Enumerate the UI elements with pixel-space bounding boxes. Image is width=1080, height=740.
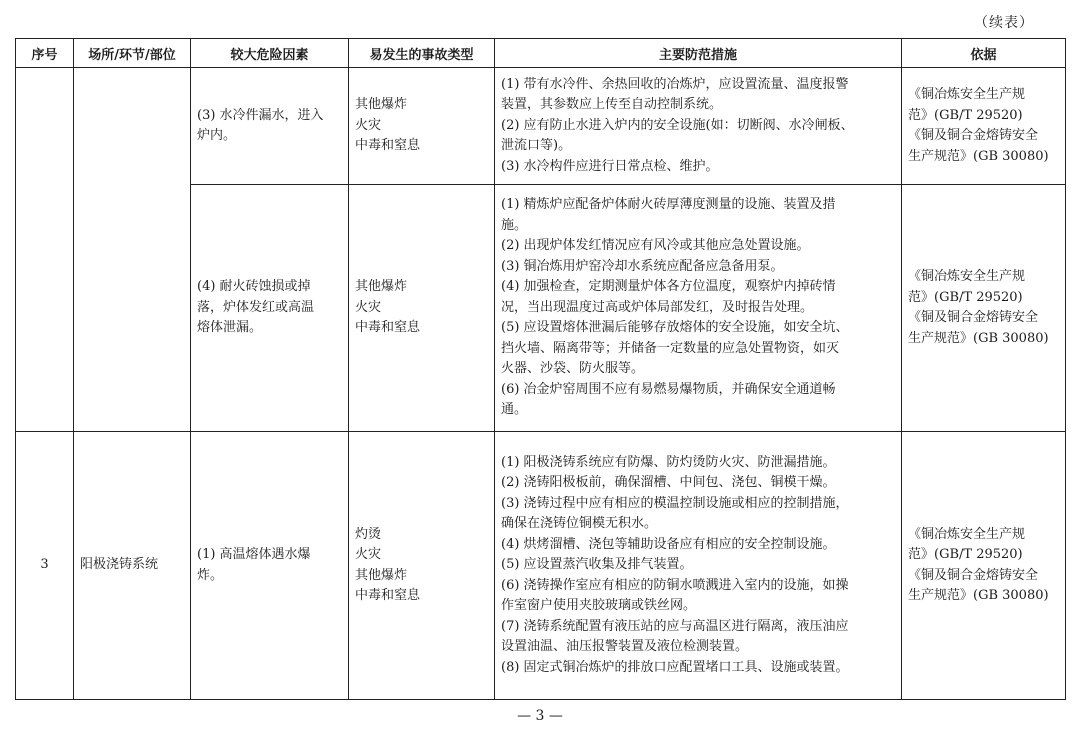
measure-line: (4) 加强检查，定期测量炉体各方位温度，观察炉内掉砖情 (501, 279, 836, 295)
measure-line: 施。 (501, 217, 528, 233)
accident-line: 火灾 (355, 299, 382, 315)
hazard-line: 落，炉体发红或高温 (197, 299, 315, 315)
measure-line: (3) 浇铸过程中应有相应的模温控制设施或相应的控制措施， (501, 495, 849, 511)
hazard-line: (3) 水冷件漏水，进入 (197, 107, 324, 123)
measure-line: 火器、沙袋、防火服等。 (501, 361, 645, 377)
accident-line: 中毒和窒息 (355, 138, 421, 154)
accident-cell (349, 185, 495, 432)
basis-cell (902, 68, 1066, 185)
basis-line: 范》(GB/T 29520) (908, 107, 1023, 123)
hazard-line: (4) 耐火砖蚀损或掉 (197, 279, 311, 295)
measure-line: (5) 应设置蒸汽收集及排气装置。 (501, 557, 693, 573)
measure-line: (3) 水冷构件应进行日常点检、维护。 (501, 158, 719, 174)
measure-line: 装置，其参数应上传至自动控制系统。 (501, 97, 723, 113)
accident-line: 中毒和窒息 (355, 320, 421, 336)
accident-line: 灼烫 (355, 526, 382, 542)
location-cell-cont (74, 68, 191, 432)
basis-line: 《铜及铜合金熔铸安全 (908, 310, 1039, 325)
measure-line: 挡火墙、隔离带等；并储备一定数量的应急处置物资，如灭 (501, 340, 840, 356)
accident-line: 其他爆炸 (355, 279, 408, 295)
hazard-cell (191, 185, 349, 432)
hazard-cell (191, 68, 349, 185)
header-hazard: 较大危险因素 (191, 39, 349, 68)
accident-line: 中毒和窒息 (355, 588, 421, 603)
table-row (16, 432, 1066, 700)
measure-line: (5) 应设置熔体泄漏后能够存放熔体的安全设施，如安全坑、 (501, 320, 849, 336)
basis-line: 《铜及铜合金熔铸安全 (908, 128, 1039, 143)
measure-line: (2) 浇铸阳极板前，确保溜槽、中间包、浇包、铜模干燥。 (501, 475, 836, 491)
hazard-cell (191, 432, 349, 700)
measure-line: 设置油温、油压报警装置及液位检测装置。 (501, 639, 749, 655)
basis-line: 《铜冶炼安全生产规 (908, 87, 1026, 102)
header-accident-type: 易发生的事故类型 (349, 39, 495, 68)
page-number: — 3 — (517, 708, 563, 724)
basis-line: 《铜冶炼安全生产规 (908, 269, 1026, 284)
basis-line: 《铜及铜合金熔铸安全 (908, 567, 1039, 583)
hazard-line: 熔体泄漏。 (197, 320, 263, 336)
measure-line: 通。 (501, 402, 528, 418)
basis-line: 范》(GB/T 29520) (908, 289, 1023, 305)
continued-label: （续表） (974, 15, 1034, 31)
measure-line: (1) 阳极浇铸系统应有防爆、防灼烫防火灾、防泄漏措施。 (501, 454, 836, 470)
basis-line: 生产规范》(GB 30080) (908, 588, 1049, 603)
measure-line: 况，当出现温度过高或炉体局部发红，及时报告处理。 (501, 299, 814, 315)
accident-line: 其他爆炸 (355, 567, 408, 583)
basis-line: 生产规范》(GB 30080) (908, 330, 1049, 346)
header-location: 场所/环节/部位 (74, 39, 191, 68)
header-measures: 主要防范措施 (495, 39, 902, 68)
table-header-row (16, 39, 1066, 68)
measures-cell (495, 185, 902, 432)
location-cell: 阳极浇铸系统 (74, 432, 191, 700)
measure-line: (3) 铜冶炼用炉窑冷却水系统应配备应急备用泵。 (501, 258, 784, 274)
header-basis: 依据 (902, 39, 1066, 68)
accident-cell (349, 68, 495, 185)
accident-line: 火灾 (355, 547, 382, 562)
measure-line: (6) 冶金炉窑周围不应有易燃易爆物质，并确保安全通道畅 (501, 381, 836, 397)
hazard-table (15, 38, 1066, 700)
measure-line: 泄流口等)。 (501, 138, 572, 154)
measure-line: (2) 出现炉体发红情况应有风冷或其他应急处置设施。 (501, 238, 810, 254)
serial-cell-cont (16, 68, 74, 432)
serial-cell: 3 (16, 432, 74, 700)
measure-line: 作室窗户使用夹胶玻璃或铁丝网。 (501, 598, 697, 614)
basis-line: 生产规范》(GB 30080) (908, 148, 1049, 164)
basis-line: 《铜冶炼安全生产规 (908, 526, 1026, 542)
measure-line: (7) 浇铸系统配置有液压站的应与高温区进行隔离，液压油应 (501, 618, 849, 634)
measure-line: (4) 烘烤溜槽、浇包等辅助设备应有相应的安全控制设施。 (501, 536, 836, 552)
hazard-line: 炉内。 (197, 128, 237, 143)
measures-cell (495, 68, 902, 185)
basis-cell (902, 185, 1066, 432)
measure-line: (2) 应有防止水进入炉内的安全设施(如：切断阀、水冷闸板、 (501, 117, 854, 133)
measure-line: (8) 固定式铜冶炼炉的排放口应配置堵口工具、设施或装置。 (501, 659, 849, 675)
basis-cell (902, 432, 1066, 700)
header-serial: 序号 (16, 39, 74, 68)
hazard-line: 炸。 (197, 567, 224, 583)
basis-line: 范》(GB/T 29520) (908, 547, 1023, 562)
measures-cell (495, 432, 902, 700)
measure-line: (1) 精炼炉应配备炉体耐火砖厚薄度测量的设施、装置及措 (501, 197, 836, 213)
hazard-line: (1) 高温熔体遇水爆 (197, 547, 311, 562)
measure-line: 确保在浇铸位铜模无积水。 (501, 516, 658, 532)
measure-line: (1) 带有水冷件、余热回收的冶炼炉，应设置流量、温度报警 (501, 76, 849, 92)
accident-line: 其他爆炸 (355, 97, 408, 113)
accident-line: 火灾 (355, 117, 382, 133)
measure-line: (6) 浇铸操作室应有相应的防铜水喷溅进入室内的设施，如操 (501, 577, 849, 593)
table-row (16, 68, 1066, 185)
accident-cell (349, 432, 495, 700)
